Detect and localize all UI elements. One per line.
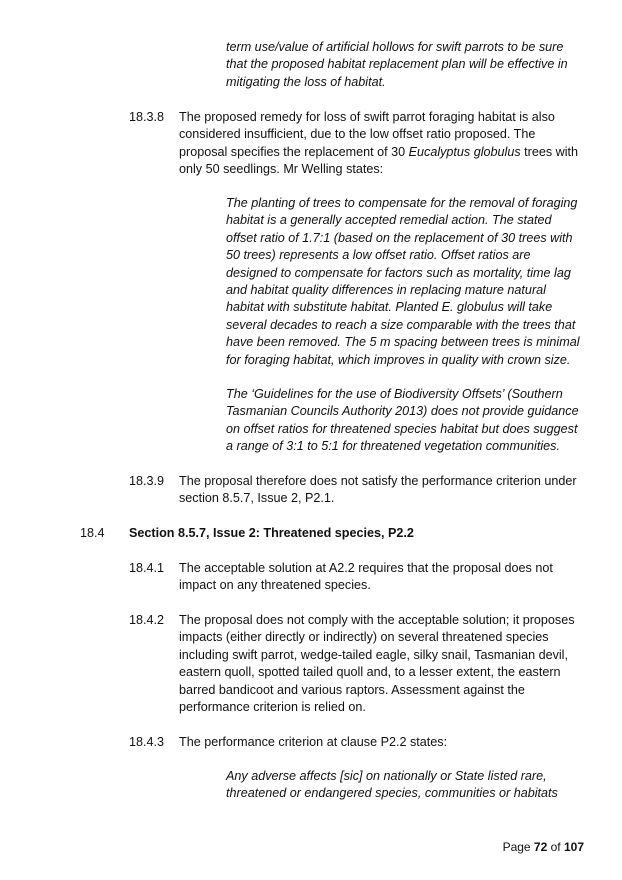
paragraph-18-4-1: The acceptable solution at A2.2 requires that the proposal does not impact on any threatened species. (179, 561, 553, 593)
footer-prefix: Page (502, 840, 534, 854)
quote-welling-1: The planting of trees to compensate for the removal of foraging habitat is a generally accepted remedial action. The stated offset ratio of 1.7:1 (based on the replacement of 30 trees with 50 trees) represents a low offset ratio. Offset ratios are designed to compensate for factors such as mortality, time lag and habitat quality differences in replacing mature natural habitat with substitute habitat. Planted E. globulus will take several decades to reach a size comparable with the trees that have been removed. The 5 m spacing between trees is minimal for foraging habitat, which improves in quality with crown size. (226, 196, 580, 367)
paragraph-18-4-3: The performance criterion at clause P2.2 states: (179, 735, 448, 749)
footer-middle: of (547, 840, 564, 854)
paragraph-number-18-4-3: 18.4.3 (129, 735, 165, 749)
paragraph-18-3-9: The proposal therefore does not satisfy the performance criterion under section 8.5.7, Issue 2, P2.1. (179, 474, 577, 506)
current-page: 72 (533, 840, 548, 854)
total-pages: 107 (563, 840, 584, 854)
section-heading: Section 8.5.7, Issue 2: Threatened species, P2.2 (129, 526, 414, 540)
paragraph-18-3-8 (179, 109, 583, 179)
paragraph-number-18-3-9: 18.3.9 (129, 474, 165, 488)
paragraph-number-18-4-1: 18.4.1 (129, 561, 165, 575)
paragraph-18-4-2: The proposal does not comply with the acceptable solution; it proposes impacts (either directly or indirectly) on several threatened species including swift parrot, wedge-tailed eagle, silky snail, Tasmanian devil, eastern quoll, spotted tailed quoll and, to a lesser extent, the eastern barred bandicoot and various raptors. Assessment against the performance criterion is relied on. (179, 613, 575, 715)
quote-continuation: term use/value of artificial hollows for swift parrots to be sure that the proposed habitat replacement plan will be effective in mitigating the loss of habitat. (226, 40, 568, 89)
paragraph-text: The proposed remedy for loss of swift parrot foraging habitat is also considered insufficient, due to the low offset ratio proposed. The proposal specifies the replacement of 30 (179, 110, 555, 159)
section-number-18-4: 18.4 (80, 526, 105, 540)
quote-p2-2: Any adverse affects [sic] on nationally or State listed rare, threatened or endangered species, communities or habitats (226, 769, 558, 801)
paragraph-number-18-4-2: 18.4.2 (129, 613, 165, 627)
species-name: Eucalyptus globulus (408, 144, 521, 159)
paragraph-text: trees with only 50 seedlings. Mr Welling states: (179, 144, 579, 177)
quote-welling-2: The ‘Guidelines for the use of Biodiversity Offsets’ (Southern Tasmanian Councils Authority 2013) does not provide guidance on offset ratios for threatened species habitat but does suggest a range of 3:1 to 5:1 for threatened vegetation communities. (226, 387, 579, 454)
page-number-footer (503, 839, 584, 856)
paragraph-number-18-3-8: 18.3.8 (129, 110, 165, 124)
